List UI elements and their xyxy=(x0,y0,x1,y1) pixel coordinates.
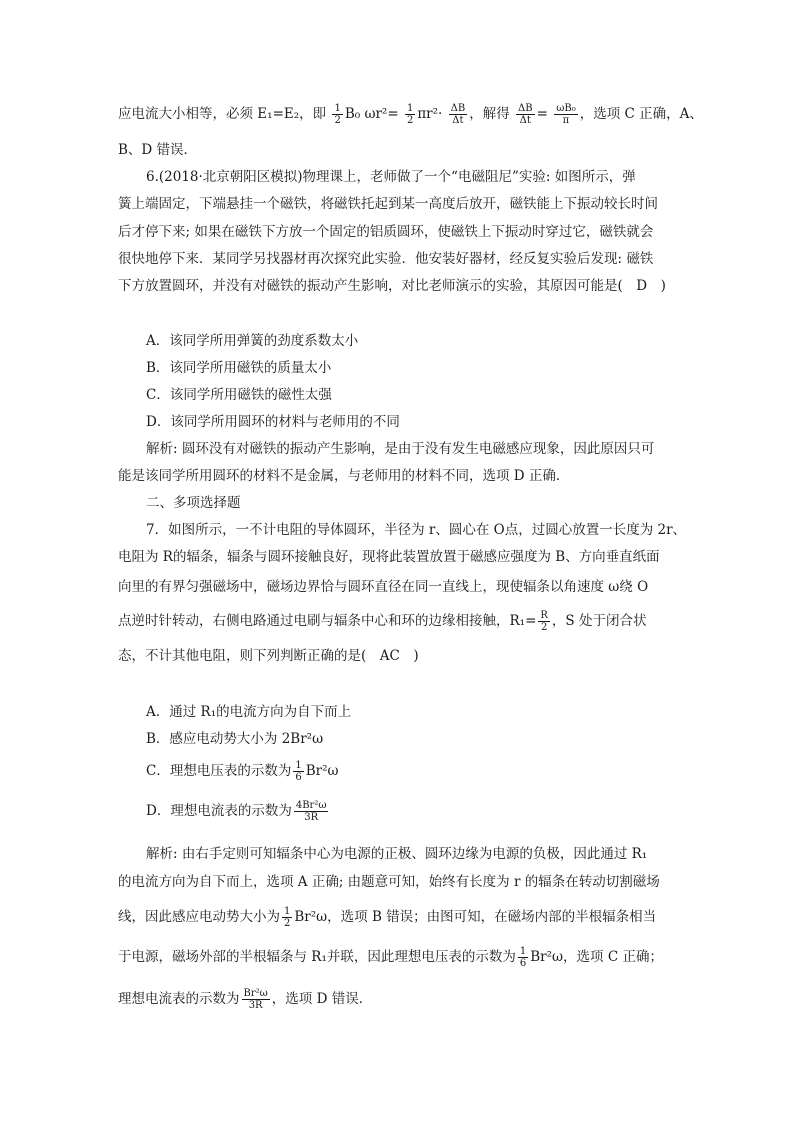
text-run: Br²ω，选项 C 正确； xyxy=(530,949,663,965)
fraction xyxy=(405,103,415,126)
text-line xyxy=(118,103,703,126)
numerator: Br²ω xyxy=(243,988,268,999)
analysis-7 xyxy=(118,906,678,929)
analysis-6: 解析: 圆环没有对磁铁的振动产生影响，是由于没有发生电磁感应现象，因此原因只可 xyxy=(146,441,655,457)
analysis-7: 解析: 由右手定则可知辐条中心为电源的正极、圆环边缘为电源的负极，因此通过 R₁ xyxy=(146,846,648,862)
option-d xyxy=(146,800,706,823)
text-run: Br²ω xyxy=(305,763,339,779)
fraction xyxy=(294,800,329,823)
denominator: 2 xyxy=(540,622,548,633)
text-run: 应电流大小相等，必须 E xyxy=(118,106,268,122)
numerator: 1 xyxy=(406,103,414,114)
text-run: ，选项 C 正确，A、 xyxy=(579,106,703,122)
fraction xyxy=(554,103,578,126)
text-run: B₀ ωr²= xyxy=(344,106,399,122)
denominator: Δt xyxy=(452,115,464,126)
denominator: 3R xyxy=(248,1000,263,1011)
option-a: A．该同学所用弹簧的劲度系数太小 xyxy=(146,333,359,349)
fraction xyxy=(518,946,528,969)
question-6-stem: 很快地停下来．某同学另找器材再次探究此实验．他安装好器材，经反复实验后发现: 磁铁 xyxy=(118,251,654,267)
denominator: 2 xyxy=(406,115,414,126)
option-c xyxy=(146,760,706,783)
text-run: ₁=E₂，即 xyxy=(267,106,327,122)
question-7-stem: 7．如图所示，一不计电阻的导体圆环，半径为 r、圆心在 O点，过圆心放置一长度为 2r、 xyxy=(146,522,687,538)
section-heading: 二、多项选择题 xyxy=(146,495,241,511)
fraction xyxy=(449,103,468,126)
numerator: ωB₀ xyxy=(556,103,576,114)
text-run: 于电源，磁场外部的半根辐条与 R₁并联，因此理想电压表的示数为 xyxy=(118,949,516,965)
text-run: Br²ω，选项 B 错误；由图可知，在磁场内部的半根辐条相当 xyxy=(294,909,657,925)
question-6-stem: 后才停下来; 如果在磁铁下方放一个固定的铝质圆环，使磁铁上下振动时穿过它，磁铁就会 xyxy=(118,224,654,240)
denominator: π xyxy=(562,115,570,126)
fraction xyxy=(242,988,270,1011)
option-a: A．通过 R₁的电流方向为自下而上 xyxy=(146,704,352,720)
text-run: ，S 处于闭合状 xyxy=(551,613,647,629)
question-7-stem xyxy=(118,610,678,633)
option-d: D．该同学所用圆环的材料与老师用的不同 xyxy=(146,414,400,430)
fraction xyxy=(538,610,550,633)
denominator: 2 xyxy=(284,918,291,929)
denominator: Δt xyxy=(519,115,531,126)
analysis-6: 能是该同学所用圆环的材料不是金属，与老师用的材料不同，选项 D 正确． xyxy=(118,468,570,484)
text-run: = xyxy=(536,106,548,122)
text-run: D．理想电流表的示数为 xyxy=(146,803,292,819)
numerator: ΔB xyxy=(518,103,533,114)
fraction xyxy=(332,103,342,126)
question-7-stem: 向里的有界匀强磁场中，磁场边界恰与圆环直径在同一直线上，现使辐条以角速度 ω绕 O xyxy=(118,579,649,595)
text-run: 线，因此感应电动势大小为 xyxy=(118,909,280,925)
fraction xyxy=(282,906,292,929)
option-b: B．该同学所用磁铁的质量太小 xyxy=(146,360,332,376)
text-run: C．理想电压表的示数为 xyxy=(146,763,292,779)
fraction xyxy=(516,103,535,126)
numerator: 4Br²ω xyxy=(295,800,327,811)
option-b: B．感应电动势大小为 2Br²ω xyxy=(146,731,324,747)
question-6-stem: 6.(2018·北京朝阳区模拟)物理课上，老师做了一个“电磁阻尼”实验: 如图所示，弹 xyxy=(146,169,636,185)
fraction xyxy=(293,760,303,783)
numerator: R xyxy=(540,610,548,621)
option-c: C．该同学所用磁铁的磁性太强 xyxy=(146,387,332,403)
question-6-stem: 下方放置圆环，并没有对磁铁的振动产生影响，对比老师演示的实验，其原因可能是( D ) xyxy=(118,278,666,294)
question-6-stem: 簧上端固定，下端悬挂一个磁铁，将磁铁托起到某一高度后放开，磁铁能上下振动较长时间 xyxy=(118,196,658,212)
text-run: 点逆时针转动，右侧电路通过电刷与辐条中心和环的边缘相接触，R₁= xyxy=(118,613,537,629)
question-7-stem: 态，不计其他电阻，则下列判断正确的是( AC ) xyxy=(118,648,419,664)
text-run: ，解得 xyxy=(469,106,510,122)
text-run: 理想电流表的示数为 xyxy=(118,991,240,1007)
numerator: 1 xyxy=(334,103,341,114)
denominator: 3R xyxy=(304,812,319,823)
numerator: 1 xyxy=(519,946,527,957)
denominator: 6 xyxy=(295,772,302,783)
analysis-7 xyxy=(118,988,678,1011)
numerator: 1 xyxy=(284,906,291,917)
text-line: B、D 错误． xyxy=(118,142,198,158)
text-run: ，选项 D 错误． xyxy=(271,991,373,1007)
text-run: πr²· xyxy=(417,106,443,122)
analysis-7: 的电流方向为自下而上，选项 A 正确; 由题意可知，始终有长度为 r 的辐条在转动切割磁场 xyxy=(118,874,660,890)
numerator: ΔB xyxy=(450,103,466,114)
numerator: 1 xyxy=(295,760,302,771)
question-7-stem: 电阻为 R的辐条，辐条与圆环接触良好，现将此装置放置于磁感应强度为 B、方向垂直纸面 xyxy=(118,549,660,565)
denominator: 6 xyxy=(519,958,527,969)
denominator: 2 xyxy=(334,115,341,126)
analysis-7 xyxy=(118,946,678,969)
